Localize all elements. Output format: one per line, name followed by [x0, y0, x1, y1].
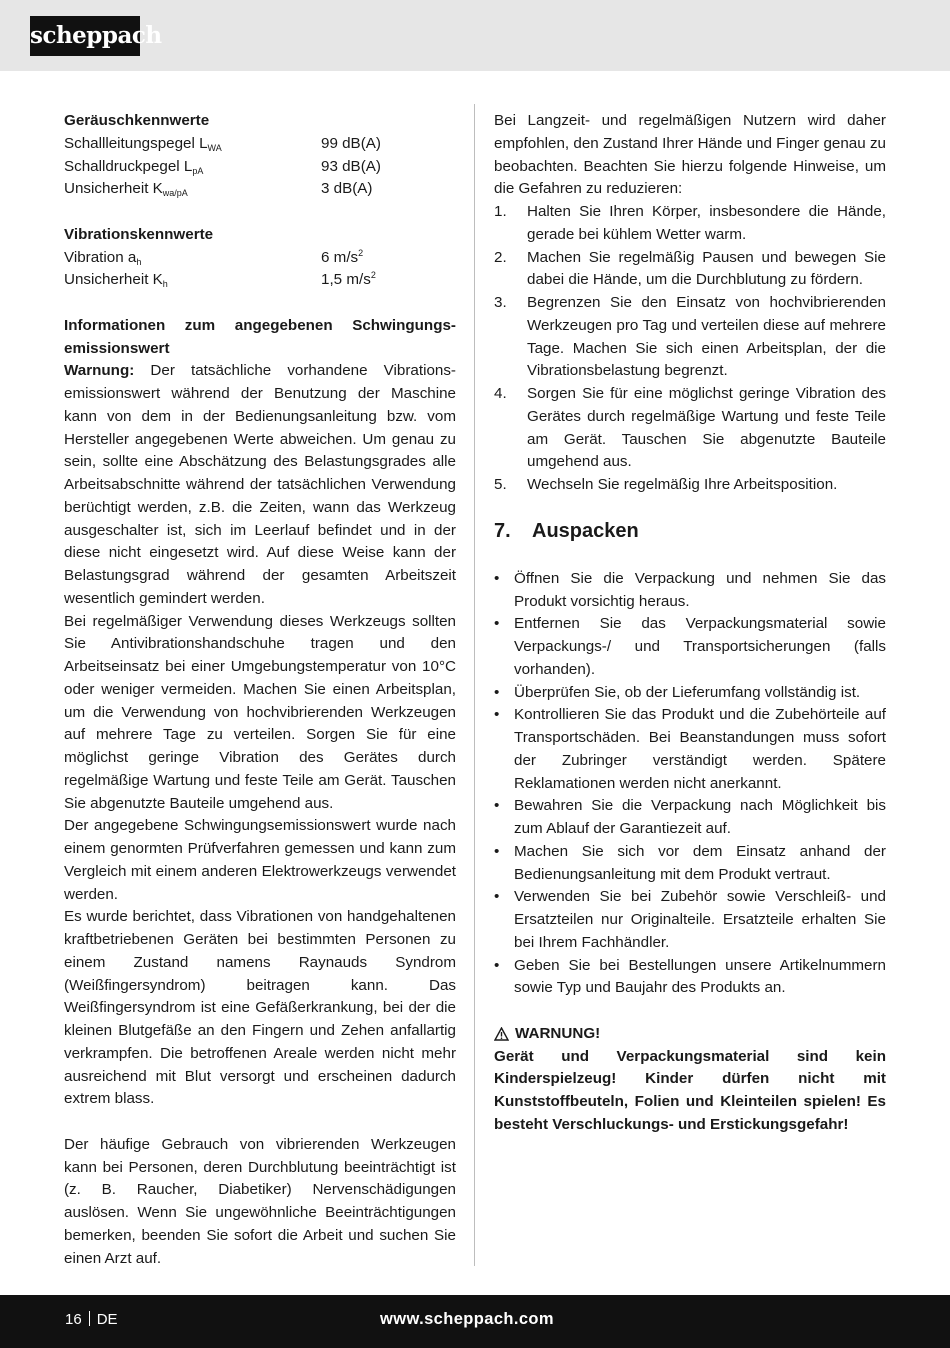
- spec-value: 1,5 $m/s^2$: [321, 270, 376, 289]
- footer-bar: [0, 1295, 950, 1348]
- left-column: [64, 110, 456, 1270]
- spec-row-sound-pressure: Schalldruckpegel $L_{pA}$ 93 dB(A): [64, 156, 456, 179]
- spec-value: 6 $m/s^2$: [321, 247, 364, 266]
- website-url: www.scheppach.com: [380, 1310, 554, 1328]
- list-item: • Machen Sie sich vor dem Einsatz anhand der Bedienungsanleitung mit dem Produkt vertraut.: [494, 842, 886, 883]
- paragraph: Es wurde berichtet, dass Vibrationen von handgehaltenen kraftbetriebenen Geräten bei bestimmten Personen zu einem Zustand namens Raynauds Syndrom (Weißfingersyndrom) beitragen kann. Das Weißfingersyndrom ist eine Gefäßerkrankung, bei der die kleinen Blutgefäße an den Fingern und Zehen anfallartig verkrampfen. Die betroffenen Areale werden nicht mehr ausreichend mit Blut versorgt und erscheinen dadurch extrem blass.: [64, 908, 456, 1108]
- language-code: DE: [96, 1311, 118, 1328]
- list-item: • Geben Sie bei Bestellungen unsere Artikelnummern sowie Typ und Baujahr des Produkts an.: [494, 956, 886, 997]
- paragraph: Bei regelmäßiger Verwendung dieses Werkzeugs sollten Sie Antivibrationshandschuhe tragen und den Arbeitseinsatz bei einer Umgebungstemperatur von 10°C oder weniger vermeiden. Machen Sie einen Arbeitsplan, um die Verwendung von hochvibrierenden Werkzeugen auf mehrere Tage zu verteilen. Sorgen Sie für eine möglichst geringe Vibration des Gerätes durch regelmäßige Wartung und feste Teile am Gerät. Tauschen Sie abgenutzte Bauteile umgehend aus.: [64, 612, 456, 812]
- paragraph: Der angegebene Schwingungsemissionswert wurde nach einem genormten Prüfverfahren gemessen und kann zum Vergleich mit einem anderen Elektrowerkzeugs verwendet werden.: [64, 817, 456, 903]
- separator: [89, 1311, 90, 1326]
- spec-value: 93 dB(A): [321, 157, 381, 175]
- noise-heading: Geräuschkennwerte: [64, 112, 210, 129]
- list-item: 2. Machen Sie regelmäßig Pausen und bewegen Sie dabei die Hände, um die Durchblutung zu fördern.: [494, 248, 886, 289]
- list-item: • Überprüfen Sie, ob der Lieferumfang vollständig ist.: [494, 683, 861, 701]
- recommendation-list: [494, 201, 886, 497]
- warning-paragraph: Warnung: Der tatsächliche vorhandene Vibrations-emissionswert während der Benutzung der Maschine kann von dem in der Bedienungsanleitung bzw. vom Hersteller angegebenen Werte abweichen. Um genau zu sein, sollte eine Abschätzung des Belastungsgrades alle Arbeitsabschnitte während der tatsächlichen Verwendung berüchtigt werden, z.B. die Zeiten, wann das Werkzeug ausgeschalter ist, sich im Leerlauf befindet und in der diese nicht eingesetzt wird. Auf diese Weise kann der Belastungsgrad während der gesamten Arbeitszeit wesentlich gemindert werden.: [64, 362, 456, 607]
- vibration-heading: Vibrationskennwerte: [64, 225, 214, 243]
- list-item: • Verwenden Sie bei Zubehör sowie Verschleiß- und Ersatzteilen nur Originalteile. Ersatzteile erhalten Sie bei Ihrem Fachhändler.: [494, 888, 886, 951]
- spec-value: 99 dB(A): [321, 134, 381, 152]
- page-indicator: [65, 1309, 118, 1331]
- spec-row-vibration: Vibration $a_h$ 6 $m/s^2$: [64, 247, 456, 270]
- list-item: • Kontrollieren Sie das Produkt und die Zubehörteile auf Transportschäden. Bei Beanstandungen muss sofort der Zubringer verständigt werden. Spätere Reklamationen werden nicht anerkannt.: [494, 706, 886, 792]
- warning-text: Gerät und Verpackungsmaterial sind kein Kinderspielzeug! Kinder dürfen nicht mit Kunststoffbeuteln, Folien und Kleinteilen spielen! Es besteht Verschluckungs- und Erstickungsgefahr!: [494, 1047, 886, 1133]
- spec-row-noise-uncertainty: Unsicherheit $K_{wa/pA}$ 3 dB(A): [64, 178, 456, 201]
- paragraph: Der häufige Gebrauch von vibrierenden Werkzeugen kann bei Personen, deren Durchblutung beeinträchtigt ist (z. B. Raucher, Diabetiker) Nervenschädigungen auslösen. Wenn Sie ungewöhnliche Beeinträchtigungen bemerken, beenden Sie sofort die Arbeit und suchen Sie einen Arzt auf.: [64, 1135, 456, 1267]
- list-item: 5. Wechseln Sie regelmäßig Ihre Arbeitsposition.: [494, 476, 838, 493]
- header-bar: [0, 0, 950, 71]
- spec-row-vibration-uncertainty: Unsicherheit $K_h$ 1,5 $m/s^2$: [64, 269, 456, 292]
- intro-paragraph: Bei Langzeit- und regelmäßigen Nutzern wird daher empfohlen, den Zustand Ihrer Hände und Finger genau zu beobachten. Beachten Sie hierzu folgende Hinweise, um die Gefahren zu reduzieren:: [494, 112, 886, 198]
- spec-value: 3 dB(A): [321, 180, 373, 198]
- page-number: 16: [65, 1311, 82, 1328]
- unpacking-list: [494, 568, 886, 1000]
- brand-logo: scheppach: [30, 16, 140, 56]
- list-item: 4. Sorgen Sie für eine möglichst geringe Vibration des Gerätes durch regelmäßige Wartung und feste Teile am Gerät. Tauschen Sie abgenutzte Bauteile umgehend aus.: [494, 385, 886, 471]
- list-item: • Entfernen Sie das Verpackungsmaterial sowie Verpackungs-/ und Transportsicherungen (falls vorhanden).: [494, 615, 886, 678]
- info-heading: Informationen zum angegebenen Schwingungs-emissionswert: [64, 316, 456, 357]
- list-item: • Öffnen Sie die Verpackung und nehmen Sie das Produkt vorsichtig heraus.: [494, 569, 886, 610]
- spec-row-sound-power: Schallleitungspegel $L_{WA}$ 99 dB(A): [64, 133, 456, 156]
- list-item: • Bewahren Sie die Verpackung nach Möglichkeit bis zum Ablauf der Garantiezeit auf.: [494, 797, 886, 837]
- section-heading: 7. Auspacken: [494, 519, 639, 542]
- list-item: 3. Begrenzen Sie den Einsatz von hochvibrierenden Werkzeugen pro Tag und verteilen diese auf mehrere Tage. Machen Sie sich einen Arbeitsplan, der die Vibrationsbelastung begrenzt.: [494, 294, 886, 380]
- right-column: [494, 110, 886, 1137]
- warning-triangle-icon: [494, 1027, 509, 1041]
- column-divider: [474, 104, 475, 1266]
- list-item: 1. Halten Sie Ihren Körper, insbesondere die Hände, gerade bei kühlem Wetter warm.: [494, 203, 886, 243]
- warning-title: WARNUNG!: [494, 1023, 886, 1046]
